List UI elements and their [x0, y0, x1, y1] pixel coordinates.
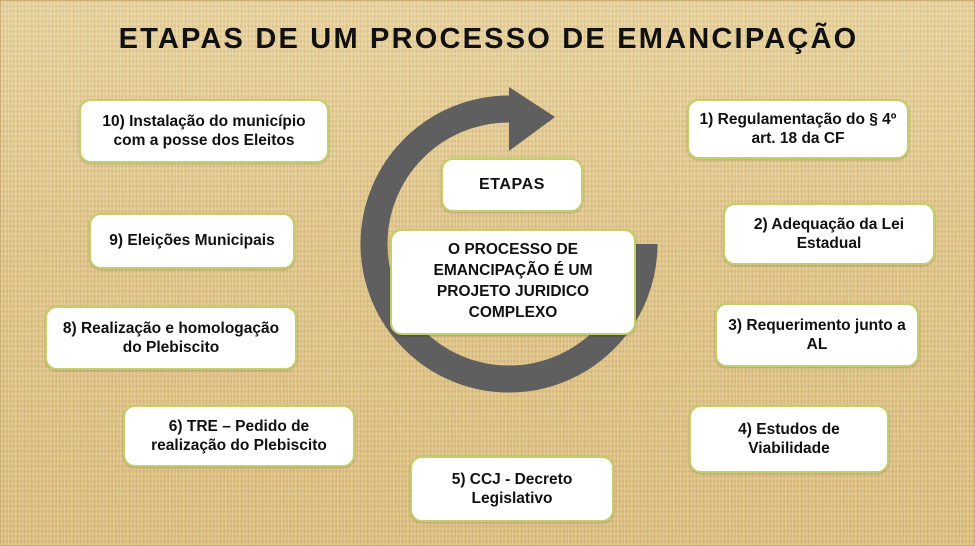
step-8-box: 8) Realização e homologação do Plebiscito — [45, 306, 297, 370]
step-5-box: 5) CCJ - Decreto Legislativo — [410, 456, 614, 522]
center-label-etapas: ETAPAS — [441, 158, 583, 212]
step-4-box: 4) Estudos de Viabilidade — [689, 405, 889, 473]
center-description-line-2: EMANCIPAÇÃO É UM — [433, 262, 593, 280]
step-1-box: 1) Regulamentação do § 4º art. 18 da CF — [687, 99, 909, 159]
step-10-box: 10) Instalação do município com a posse dos Eleitos — [79, 99, 329, 163]
center-description — [390, 229, 636, 335]
page-title: ETAPAS DE UM PROCESSO DE EMANCIPAÇÃO — [118, 23, 859, 55]
step-3-box: 3) Requerimento junto a AL — [715, 303, 919, 367]
center-description-line-1: O PROCESSO DE — [447, 241, 579, 259]
step-6-box: 6) TRE – Pedido de realização do Plebiscito — [123, 405, 355, 467]
center-description-line-4: COMPLEXO — [468, 303, 558, 321]
center-description-line-3: PROJETO JURIDICO — [436, 283, 590, 300]
step-2-box: 2) Adequação da Lei Estadual — [723, 203, 935, 265]
step-9-box: 9) Eleições Municipais — [89, 213, 295, 269]
